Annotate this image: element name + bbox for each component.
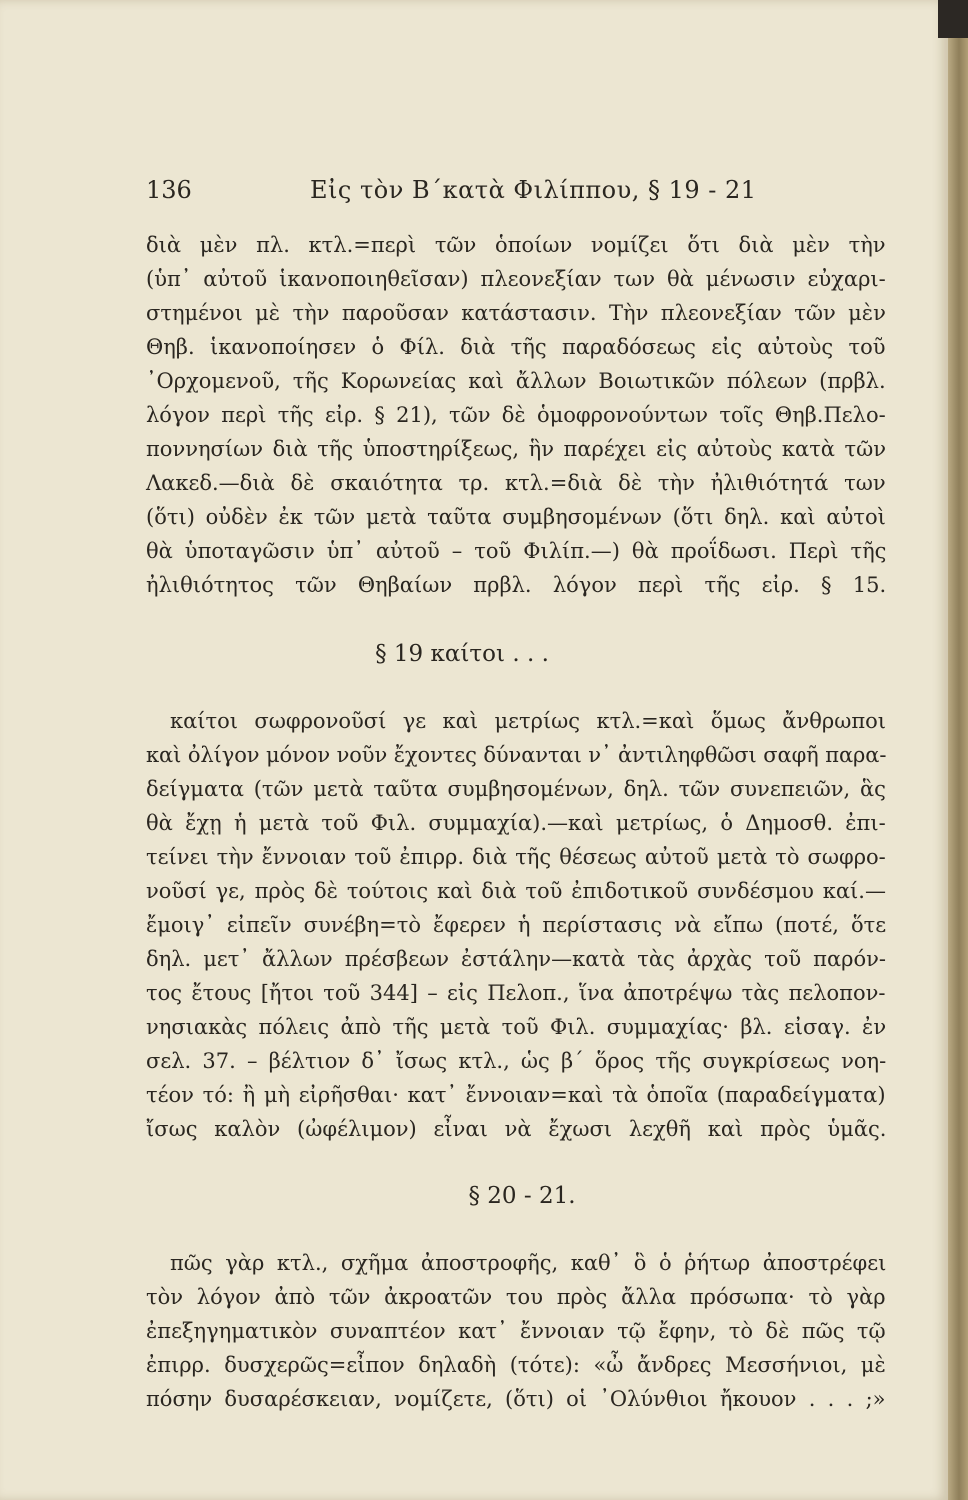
text-line: (ὑπ᾽ αὐτοῦ ἱκανοποιηθεῖσαν) πλεονεξίαν των θὰ μένωσιν εὐχαρι- bbox=[146, 267, 886, 291]
scan-corner bbox=[938, 0, 968, 38]
page-number: 136 bbox=[146, 176, 192, 204]
text-line: ἴσως καλὸν (ὠφέλιμον) εἶναι νὰ ἔχωσι λεχθῆ καὶ πρὸς ὑμᾶς. bbox=[146, 1117, 887, 1141]
text-line: στημένοι μὲ τὴν παροῦσαν κατάστασιν. Τὴν πλεονεξίαν τῶν μὲν bbox=[146, 301, 886, 325]
text-line: ἐπιρρ. δυσχερῶς=εἶπον δηλαδὴ (τότε): «ὦ ἄνδρες Μεσσήνιοι, μὲ bbox=[146, 1353, 886, 1377]
text-line: δηλ. μετ᾽ ἄλλων πρέσβεων ἐστάλην—κατὰ τὰς ἀρχὰς τοῦ παρόν- bbox=[146, 947, 886, 971]
text-line: καίτοι σωφρονοῦσί γε καὶ μετρίως κτλ.=καὶ ὅμως ἄνθρωποι bbox=[170, 709, 887, 733]
text-line: λόγον περὶ τῆς εἰρ. § 21), τῶν δὲ ὁμοφρονούντων τοῖς Θηβ.Πελο- bbox=[146, 403, 886, 427]
text-line: Λακεδ.—διὰ δὲ σκαιότητα τρ. κτλ.=διὰ δὲ τὴν ἠλιθιότητά των bbox=[146, 471, 886, 495]
text-line: διὰ μὲν πλ. κτλ.=περὶ τῶν ὁποίων νομίζει ὅτι διὰ μὲν τὴν bbox=[146, 233, 886, 257]
text-line: τείνει τὴν ἔννοιαν τοῦ ἐπιρρ. διὰ τῆς θέσεως αὐτοῦ μετὰ τὸ σωφρο- bbox=[146, 845, 886, 869]
text-line: Θηβ. ἱκανοποίησεν ὁ Φίλ. διὰ τῆς παραδόσεως εἰς αὐτοὺς τοῦ bbox=[146, 335, 886, 359]
text-line: ᾽Ορχομενοῦ, τῆς Κορωνείας καὶ ἄλλων Βοιωτικῶν πόλεων (πρβλ. bbox=[146, 369, 886, 393]
text-line: τὸν λόγον ἀπὸ τῶν ἀκροατῶν του πρὸς ἄλλα πρόσωπα· τὸ γὰρ bbox=[146, 1285, 886, 1309]
text-line: δείγματα (τῶν μετὰ ταῦτα συμβησομένων, δηλ. τῶν συνεπειῶν, ἃς bbox=[146, 777, 886, 801]
text-line: καὶ ὀλίγον μόνον νοῦν ἔχοντες δύνανται ν᾽ ἀντιληφθῶσι σαφῆ παρα- bbox=[146, 743, 887, 767]
text-line: ἔμοιγ᾽ εἰπεῖν συνέβη=τὸ ἔφερεν ἡ περίστασις νὰ εἴπω (ποτέ, ὅτε bbox=[146, 913, 887, 937]
text-line: πόσην δυσαρέσκειαν, νομίζετε, (ὅτι) οἱ ᾽Ολύνθιοι ἤκουον . . . ;» bbox=[146, 1387, 886, 1411]
text-line: σελ. 37. – βέλτιον δ᾽ ἴσως κτλ., ὡς β΄ ὅρος τῆς συγκρίσεως νοη- bbox=[146, 1049, 887, 1073]
text-line: (ὅτι) οὐδὲν ἐκ τῶν μετὰ ταῦτα συμβησομένων (ὅτι δηλ. καὶ αὐτοὶ bbox=[146, 505, 886, 529]
text-line: ποννησίων διὰ τῆς ὑποστηρίξεως, ἣν παρέχει εἰς αὐτοὺς κατὰ τῶν bbox=[146, 437, 887, 461]
text-line: πῶς γὰρ κτλ., σχῆμα ἀποστροφῆς, καθ᾽ ὃ ὁ ῥήτωρ ἀποστρέφει bbox=[170, 1251, 887, 1275]
text-line: θὰ ὑποταγῶσιν ὑπ᾽ αὐτοῦ – τοῦ Φιλίπ.—) θὰ προΐδωσι. Περὶ τῆς bbox=[146, 539, 887, 563]
text-line: τος ἔτους [ἤτοι τοῦ 344] – εἰς Πελοπ., ἵνα ἀποτρέψω τὰς πελοπον- bbox=[146, 981, 886, 1005]
text-line: ἠλιθιότητος τῶν Θηβαίων πρβλ. λόγον περὶ τῆς εἰρ. § 15. bbox=[146, 573, 887, 597]
page-header bbox=[146, 176, 886, 216]
section-heading-20-21: § 20 - 21. bbox=[468, 1183, 576, 1209]
text-line: νοῦσί γε, πρὸς δὲ τούτοις καὶ διὰ τοῦ ἐπιδοτικοῦ συνδέσμου καί.— bbox=[146, 879, 886, 903]
text-line: θὰ ἔχῃ ἡ μετὰ τοῦ Φιλ. συμμαχία).—καὶ μετρίως, ὁ Δημοσθ. ἐπι- bbox=[146, 811, 886, 835]
text-line: τέον τό: ἢ μὴ εἰρῆσθαι· κατ᾽ ἔννοιαν=καὶ τὰ ὁποῖα (παραδείγματα) bbox=[146, 1083, 886, 1107]
text-line: νησιακὰς πόλεις ἀπὸ τῆς μετὰ τοῦ Φιλ. συμμαχίας· βλ. εἰσαγ. ἐν bbox=[146, 1015, 887, 1039]
text-line: ἐπεξηγηματικὸν συναπτέον κατ᾽ ἔννοιαν τῷ ἔφην, τὸ δὲ πῶς τῷ bbox=[146, 1319, 886, 1343]
page-edge-shadow bbox=[948, 0, 968, 1500]
section-heading-19: § 19 καίτοι . . . bbox=[375, 641, 549, 667]
running-title: Εἰς τὸν Β΄κατὰ Φιλίππου, § 19 - 21 bbox=[310, 176, 757, 204]
